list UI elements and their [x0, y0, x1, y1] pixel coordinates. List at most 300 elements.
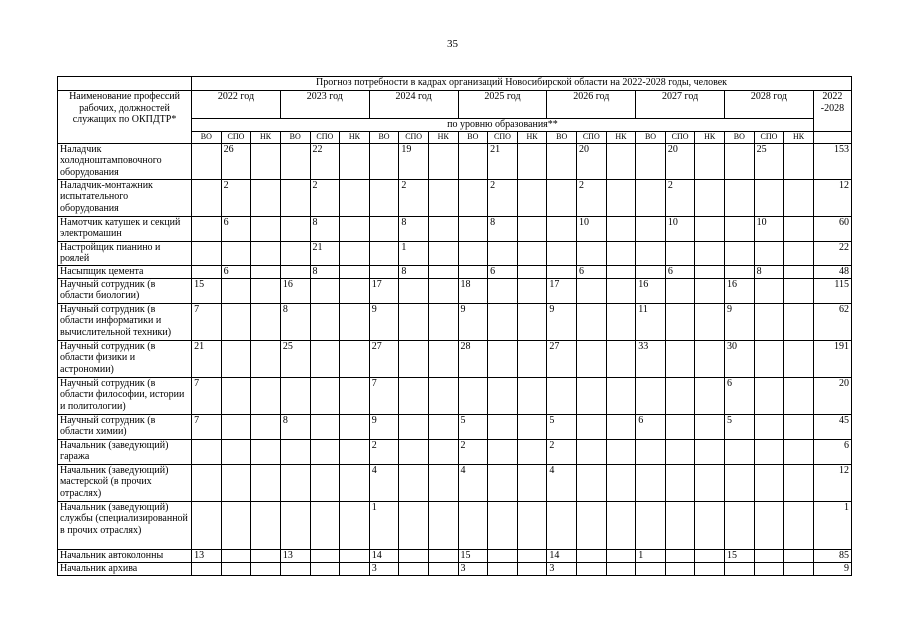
education-level-label: НК: [784, 131, 814, 143]
value-cell: [458, 241, 488, 265]
value-cell: [340, 241, 370, 265]
value-cell: [754, 501, 784, 549]
total-subheader-cell: [813, 131, 851, 143]
value-cell: [428, 179, 458, 216]
value-cell: [310, 340, 340, 377]
page-number: 35: [447, 38, 458, 50]
value-cell: [399, 439, 429, 464]
education-level-label: СПО: [399, 131, 429, 143]
value-cell: [725, 241, 755, 265]
profession-name: Намотчик катушек и секций электромашин: [58, 216, 192, 241]
value-cell: 13: [192, 549, 222, 562]
value-cell: [399, 464, 429, 501]
value-cell: [310, 549, 340, 562]
value-cell: 6: [488, 265, 518, 278]
value-cell: [576, 377, 606, 414]
value-cell: [636, 464, 666, 501]
year-header: 2023 год: [280, 91, 369, 119]
value-cell: [754, 439, 784, 464]
value-cell: [428, 439, 458, 464]
value-cell: 14: [547, 549, 577, 562]
row-total: 85: [813, 549, 851, 562]
value-cell: 3: [458, 562, 488, 575]
value-cell: [754, 179, 784, 216]
value-cell: [340, 439, 370, 464]
year-header: 2026 год: [547, 91, 636, 119]
value-cell: [784, 265, 814, 278]
value-cell: [280, 265, 310, 278]
value-cell: [695, 216, 725, 241]
value-cell: [665, 241, 695, 265]
value-cell: [665, 377, 695, 414]
value-cell: [251, 143, 281, 179]
value-cell: 1: [399, 241, 429, 265]
value-cell: [695, 464, 725, 501]
value-cell: [576, 464, 606, 501]
education-level-header: по уровню образования**: [192, 119, 814, 132]
table-row: [58, 265, 852, 278]
value-cell: [576, 303, 606, 340]
value-cell: 2: [310, 179, 340, 216]
value-cell: [517, 340, 547, 377]
education-level-label: СПО: [754, 131, 784, 143]
value-cell: [695, 562, 725, 575]
value-cell: [369, 179, 399, 216]
value-cell: [310, 278, 340, 303]
education-level-label: ВО: [192, 131, 222, 143]
value-cell: [784, 241, 814, 265]
value-cell: [547, 377, 577, 414]
value-cell: [192, 501, 222, 549]
value-cell: [192, 241, 222, 265]
value-cell: [665, 562, 695, 575]
profession-name: Начальник (заведующий) мастерской (в прочих отраслях): [58, 464, 192, 501]
value-cell: [251, 501, 281, 549]
row-total: 20: [813, 377, 851, 414]
value-cell: 15: [458, 549, 488, 562]
value-cell: [547, 179, 577, 216]
value-cell: [754, 562, 784, 575]
value-cell: 8: [399, 216, 429, 241]
profession-name: Научный сотрудник (в области информатики и вычислительной техники): [58, 303, 192, 340]
value-cell: [280, 377, 310, 414]
value-cell: 9: [369, 414, 399, 439]
value-cell: [428, 377, 458, 414]
value-cell: [517, 439, 547, 464]
value-cell: [399, 303, 429, 340]
value-cell: [606, 241, 636, 265]
value-cell: 8: [488, 216, 518, 241]
profession-name: Начальник автоколонны: [58, 549, 192, 562]
value-cell: [606, 179, 636, 216]
value-cell: 3: [369, 562, 399, 575]
row-total: 45: [813, 414, 851, 439]
value-cell: [221, 464, 251, 501]
value-cell: 1: [636, 549, 666, 562]
value-cell: [784, 179, 814, 216]
value-cell: [606, 464, 636, 501]
value-cell: [754, 464, 784, 501]
value-cell: [576, 278, 606, 303]
value-cell: [280, 241, 310, 265]
value-cell: [340, 562, 370, 575]
value-cell: [606, 562, 636, 575]
value-cell: [725, 501, 755, 549]
value-cell: [221, 340, 251, 377]
value-cell: [576, 439, 606, 464]
row-total: 191: [813, 340, 851, 377]
value-cell: [221, 562, 251, 575]
value-cell: [488, 562, 518, 575]
value-cell: [784, 464, 814, 501]
value-cell: [251, 278, 281, 303]
value-cell: 2: [458, 439, 488, 464]
education-level-label: ВО: [458, 131, 488, 143]
value-cell: [784, 216, 814, 241]
value-cell: [606, 414, 636, 439]
value-cell: [517, 562, 547, 575]
value-cell: [310, 377, 340, 414]
value-cell: [576, 414, 606, 439]
row-total: 12: [813, 179, 851, 216]
value-cell: [251, 216, 281, 241]
table-row: [58, 549, 852, 562]
value-cell: [428, 265, 458, 278]
value-cell: [428, 549, 458, 562]
workforce-forecast-table: [57, 76, 852, 576]
value-cell: 27: [547, 340, 577, 377]
education-level-label: НК: [606, 131, 636, 143]
value-cell: [310, 562, 340, 575]
value-cell: [606, 377, 636, 414]
value-cell: [369, 216, 399, 241]
value-cell: [636, 562, 666, 575]
value-cell: 20: [576, 143, 606, 179]
value-cell: [340, 377, 370, 414]
value-cell: [310, 464, 340, 501]
value-cell: [340, 143, 370, 179]
value-cell: [665, 549, 695, 562]
value-cell: 9: [547, 303, 577, 340]
value-cell: [488, 439, 518, 464]
value-cell: 2: [576, 179, 606, 216]
value-cell: 6: [665, 265, 695, 278]
education-level-label: СПО: [310, 131, 340, 143]
row-total: 153: [813, 143, 851, 179]
table-caption: Прогноз потребности в кадрах организаций Новосибирской области на 2022-2028 годы, человек: [192, 77, 852, 91]
value-cell: [606, 549, 636, 562]
value-cell: [488, 464, 518, 501]
value-cell: 10: [665, 216, 695, 241]
table-row: [58, 143, 852, 179]
value-cell: [428, 278, 458, 303]
value-cell: [192, 464, 222, 501]
value-cell: 9: [725, 303, 755, 340]
value-cell: [340, 216, 370, 241]
value-cell: 19: [399, 143, 429, 179]
value-cell: [488, 501, 518, 549]
value-cell: [576, 549, 606, 562]
value-cell: 15: [192, 278, 222, 303]
education-level-label: ВО: [280, 131, 310, 143]
value-cell: 7: [192, 377, 222, 414]
value-cell: [754, 414, 784, 439]
value-cell: 14: [369, 549, 399, 562]
education-level-label: ВО: [725, 131, 755, 143]
value-cell: [251, 549, 281, 562]
value-cell: [340, 303, 370, 340]
value-cell: [399, 340, 429, 377]
value-cell: 6: [636, 414, 666, 439]
table-row: [58, 439, 852, 464]
value-cell: [695, 265, 725, 278]
value-cell: [458, 501, 488, 549]
value-cell: 8: [310, 265, 340, 278]
row-total: 115: [813, 278, 851, 303]
value-cell: 25: [280, 340, 310, 377]
education-level-label: НК: [428, 131, 458, 143]
value-cell: [517, 241, 547, 265]
education-level-label: СПО: [488, 131, 518, 143]
value-cell: [458, 143, 488, 179]
value-cell: 21: [192, 340, 222, 377]
value-cell: [399, 278, 429, 303]
profession-name-header: Наименование профессий рабочих, должностей служащих по ОКПДТР*: [58, 91, 192, 144]
value-cell: [428, 216, 458, 241]
value-cell: [369, 143, 399, 179]
value-cell: 17: [547, 278, 577, 303]
value-cell: [725, 265, 755, 278]
profession-name: Научный сотрудник (в области физики и астрономии): [58, 340, 192, 377]
value-cell: [725, 439, 755, 464]
value-cell: [192, 562, 222, 575]
value-cell: [280, 439, 310, 464]
value-cell: [310, 414, 340, 439]
value-cell: 8: [399, 265, 429, 278]
value-cell: [517, 303, 547, 340]
value-cell: [251, 265, 281, 278]
profession-name: Наладчик холодноштамповочного оборудования: [58, 143, 192, 179]
value-cell: [606, 340, 636, 377]
value-cell: [547, 143, 577, 179]
value-cell: [665, 340, 695, 377]
value-cell: [665, 501, 695, 549]
value-cell: [369, 241, 399, 265]
value-cell: [784, 549, 814, 562]
value-cell: [251, 414, 281, 439]
value-cell: [280, 562, 310, 575]
value-cell: [636, 216, 666, 241]
value-cell: [428, 414, 458, 439]
value-cell: [221, 501, 251, 549]
value-cell: [547, 501, 577, 549]
value-cell: [754, 241, 784, 265]
value-cell: [784, 143, 814, 179]
value-cell: [340, 179, 370, 216]
value-cell: 20: [665, 143, 695, 179]
value-cell: 5: [458, 414, 488, 439]
value-cell: 7: [369, 377, 399, 414]
year-header: 2027 год: [636, 91, 725, 119]
value-cell: [547, 265, 577, 278]
row-total: 60: [813, 216, 851, 241]
education-level-label: НК: [695, 131, 725, 143]
education-level-label: СПО: [665, 131, 695, 143]
value-cell: [517, 549, 547, 562]
value-cell: [606, 265, 636, 278]
table-row: [58, 241, 852, 265]
value-cell: [695, 439, 725, 464]
value-cell: [784, 377, 814, 414]
table-row: [58, 501, 852, 549]
table-row: [58, 340, 852, 377]
profession-name: Научный сотрудник (в области философии, истории и политологии): [58, 377, 192, 414]
table-row: [58, 179, 852, 216]
value-cell: [576, 241, 606, 265]
row-total: 62: [813, 303, 851, 340]
value-cell: [695, 241, 725, 265]
value-cell: [221, 241, 251, 265]
value-cell: [784, 562, 814, 575]
value-cell: [488, 303, 518, 340]
value-cell: [695, 303, 725, 340]
year-header: 2025 год: [458, 91, 547, 119]
value-cell: [517, 501, 547, 549]
value-cell: 16: [636, 278, 666, 303]
value-cell: [488, 278, 518, 303]
value-cell: [784, 303, 814, 340]
value-cell: [192, 143, 222, 179]
value-cell: [695, 414, 725, 439]
value-cell: [784, 439, 814, 464]
row-total: 9: [813, 562, 851, 575]
value-cell: 8: [310, 216, 340, 241]
total-header: 2022 -2028: [813, 91, 851, 132]
value-cell: [251, 464, 281, 501]
value-cell: [695, 143, 725, 179]
value-cell: [251, 377, 281, 414]
value-cell: 5: [547, 414, 577, 439]
value-cell: [606, 501, 636, 549]
value-cell: 1: [369, 501, 399, 549]
value-cell: [399, 562, 429, 575]
table-row: [58, 464, 852, 501]
value-cell: [754, 303, 784, 340]
value-cell: 22: [310, 143, 340, 179]
value-cell: 13: [280, 549, 310, 562]
row-total: 1: [813, 501, 851, 549]
value-cell: [784, 414, 814, 439]
value-cell: 3: [547, 562, 577, 575]
value-cell: [576, 340, 606, 377]
value-cell: 6: [576, 265, 606, 278]
header-corner-cell: [58, 77, 192, 91]
value-cell: [517, 414, 547, 439]
value-cell: [340, 278, 370, 303]
value-cell: [399, 549, 429, 562]
table-row: [58, 377, 852, 414]
year-header: 2022 год: [192, 91, 281, 119]
value-cell: [784, 340, 814, 377]
value-cell: [547, 241, 577, 265]
value-cell: [192, 439, 222, 464]
value-cell: 10: [576, 216, 606, 241]
value-cell: 2: [221, 179, 251, 216]
value-cell: [280, 143, 310, 179]
value-cell: [310, 501, 340, 549]
value-cell: [310, 303, 340, 340]
value-cell: [636, 143, 666, 179]
row-total: 6: [813, 439, 851, 464]
value-cell: [517, 464, 547, 501]
education-level-label: ВО: [369, 131, 399, 143]
table-row: [58, 216, 852, 241]
value-cell: [428, 241, 458, 265]
value-cell: [340, 549, 370, 562]
value-cell: [636, 501, 666, 549]
profession-name: Начальник архива: [58, 562, 192, 575]
value-cell: [399, 377, 429, 414]
value-cell: [517, 278, 547, 303]
value-cell: [517, 216, 547, 241]
value-cell: [399, 501, 429, 549]
value-cell: 21: [310, 241, 340, 265]
value-cell: [251, 439, 281, 464]
value-cell: [576, 501, 606, 549]
value-cell: [784, 278, 814, 303]
value-cell: [251, 303, 281, 340]
value-cell: [280, 216, 310, 241]
value-cell: 15: [725, 549, 755, 562]
value-cell: [192, 216, 222, 241]
value-cell: [340, 265, 370, 278]
education-level-label: НК: [251, 131, 281, 143]
value-cell: [428, 340, 458, 377]
education-level-label: ВО: [547, 131, 577, 143]
value-cell: [221, 278, 251, 303]
education-level-label: НК: [517, 131, 547, 143]
value-cell: [280, 501, 310, 549]
value-cell: [340, 464, 370, 501]
value-cell: 4: [547, 464, 577, 501]
value-cell: [251, 241, 281, 265]
value-cell: [665, 439, 695, 464]
value-cell: [488, 377, 518, 414]
value-cell: [547, 216, 577, 241]
value-cell: [665, 303, 695, 340]
value-cell: [665, 278, 695, 303]
profession-name: Насыпщик цемента: [58, 265, 192, 278]
value-cell: [636, 439, 666, 464]
value-cell: [369, 265, 399, 278]
row-total: 12: [813, 464, 851, 501]
value-cell: 26: [221, 143, 251, 179]
value-cell: [725, 216, 755, 241]
value-cell: [428, 143, 458, 179]
value-cell: [754, 278, 784, 303]
education-level-label: СПО: [221, 131, 251, 143]
value-cell: 16: [280, 278, 310, 303]
value-cell: [428, 303, 458, 340]
profession-name: Начальник (заведующий) службы (специализированной в прочих отраслях): [58, 501, 192, 549]
value-cell: 6: [221, 265, 251, 278]
value-cell: [280, 464, 310, 501]
value-cell: [636, 265, 666, 278]
year-header: 2024 год: [369, 91, 458, 119]
value-cell: [754, 377, 784, 414]
value-cell: [340, 340, 370, 377]
value-cell: [192, 179, 222, 216]
